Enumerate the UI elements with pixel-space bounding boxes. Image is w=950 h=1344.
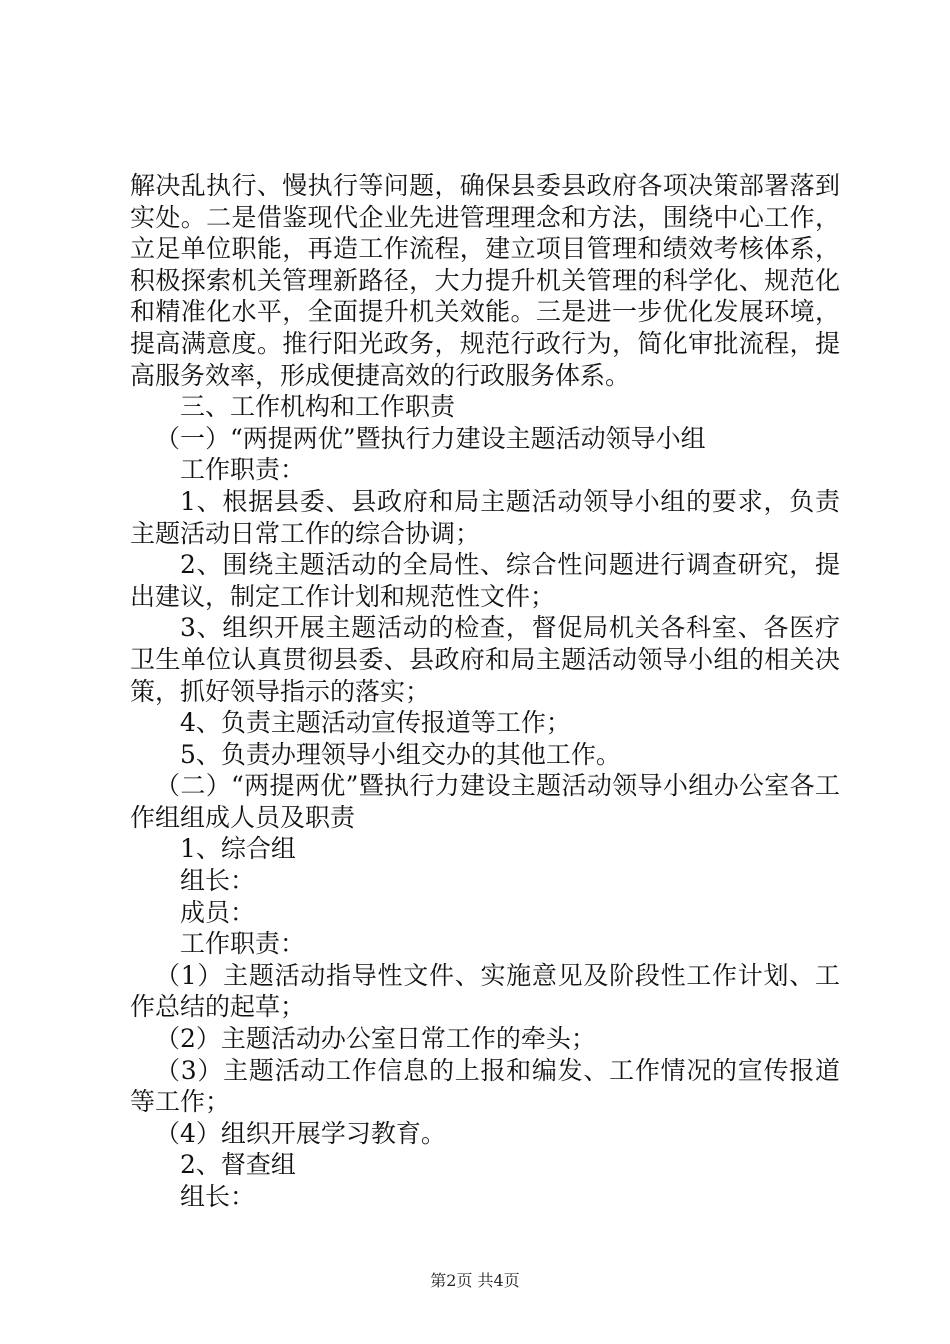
duty-item-3: 3、组织开展主题活动的检查，督促局机关各科室、各医疗卫生单位认真贯彻县委、县政府和局主题活动领导小组的相关决策，抓好领导指示的落实； xyxy=(130,613,840,706)
subsection-heading-1: （一）“两提两优”暨执行力建设主题活动领导小组 xyxy=(155,423,706,453)
duty-item-5: 5、负责办理领导小组交办的其他工作。 xyxy=(180,739,621,769)
group-leader-label: 组长： xyxy=(180,866,256,896)
group-heading-general: 1、综合组 xyxy=(180,834,296,864)
group-duties-label: 工作职责： xyxy=(180,929,306,959)
group-duty-item-2: （2）主题活动办公室日常工作的牵头； xyxy=(155,1024,596,1054)
group-duty-item-4: （4）组织开展学习教育。 xyxy=(155,1118,446,1148)
group-members-label: 成员： xyxy=(180,897,256,927)
inspection-leader-label: 组长： xyxy=(180,1182,256,1211)
section-heading-3: 三、工作机构和工作职责 xyxy=(180,392,456,422)
group-duty-item-3: （3）主题活动工作信息的上报和编发、工作情况的宣传报道等工作； xyxy=(130,1055,840,1117)
duty-item-2: 2、围绕主题活动的全局性、综合性问题进行调查研究，提出建议，制定工作计划和规范性文件； xyxy=(130,550,840,611)
duty-item-4: 4、负责主题活动宣传报道等工作； xyxy=(180,708,571,738)
duties-label: 工作职责： xyxy=(180,455,306,485)
group-heading-inspection: 2、督查组 xyxy=(180,1150,296,1180)
document-body xyxy=(130,170,840,1213)
group-duty-item-1: （1）主题活动指导性文件、实施意见及阶段性工作计划、工作总结的起草； xyxy=(130,960,840,1022)
page-number-footer: 第2页 共4页 xyxy=(430,1271,520,1290)
paragraph-continuation: 解决乱执行、慢执行等问题，确保县委县政府各项决策部署落到实处。二是借鉴现代企业先进管理理念和方法，围绕中心工作，立足单位职能，再造工作流程，建立项目管理和绩效考核体系，积极探索机关管理新路径，大力提升机关管理的科学化、规范化和精准化水平，全面提升机关效能。三是进一步优化发展环境，提高满意度。推行阳光政务，规范行政行为，简化审批流程，提高服务效率，形成便捷高效的行政服务体系。 xyxy=(130,171,840,390)
duty-item-1: 1、根据县委、县政府和局主题活动领导小组的要求，负责主题活动日常工作的综合协调； xyxy=(130,486,840,548)
subsection-heading-2: （二）“两提两优”暨执行力建设主题活动领导小组办公室各工作组组成人员及职责 xyxy=(130,771,840,832)
